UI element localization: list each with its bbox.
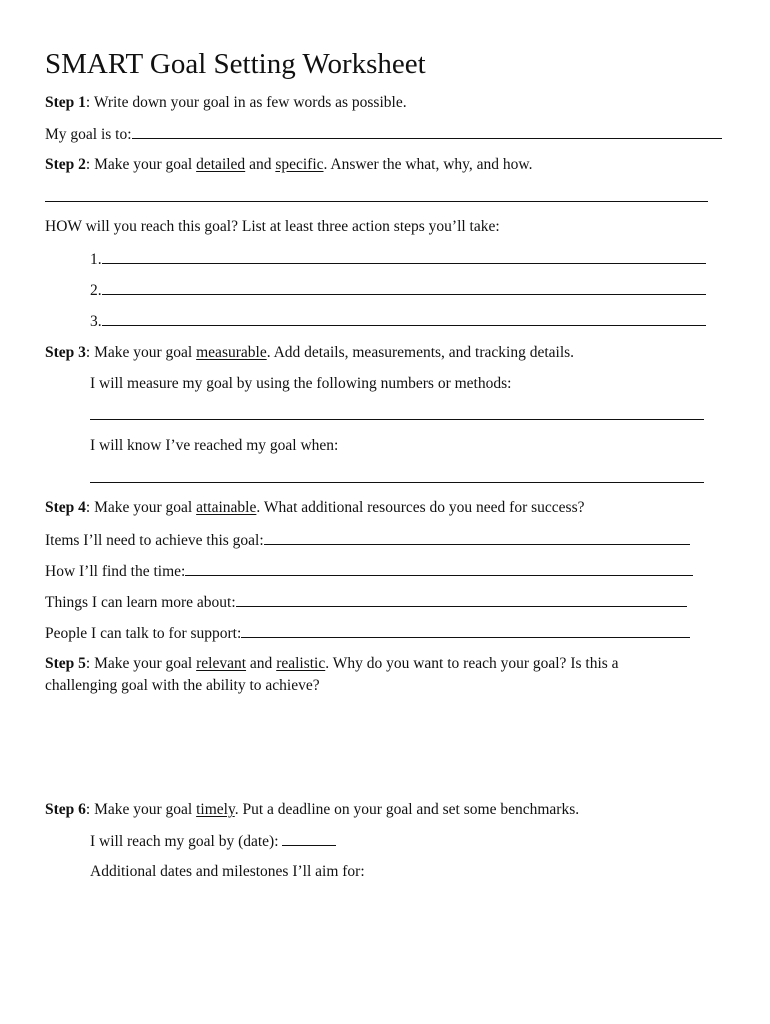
learn-prompt: Things I can learn more about: [45, 594, 236, 611]
step1-heading [45, 93, 407, 113]
date-prompt: I will reach my goal by (date): [90, 833, 279, 850]
step2-keyword-specific: specific [275, 156, 324, 173]
step3-text-b: . Add details, measurements, and tracking details. [266, 344, 575, 361]
step5-label: Step 5 [45, 655, 86, 672]
items-prompt: Items I’ll need to achieve this goal: [45, 532, 264, 549]
action-step-2-line[interactable] [102, 280, 706, 295]
step6-heading [45, 800, 579, 820]
specific-answer-line[interactable] [45, 201, 708, 202]
time-row [45, 561, 693, 582]
step5-text-c: . Why do you want to reach your goal? Is this a [325, 655, 619, 672]
step4-heading [45, 498, 585, 518]
step2-label: Step 2 [45, 156, 86, 173]
people-input-line[interactable] [241, 623, 690, 638]
step2-keyword-detailed: detailed [196, 156, 246, 173]
page-title: SMART Goal Setting Worksheet [45, 48, 426, 80]
action-number: 2. [90, 282, 102, 299]
step5-heading [45, 654, 619, 674]
goal-prompt: My goal is to: [45, 126, 132, 143]
people-row [45, 623, 690, 644]
step5-keyword-realistic: realistic [276, 655, 326, 672]
milestones-prompt: Additional dates and milestones I’ll aim for: [90, 863, 365, 880]
step4-text-b: . What additional resources do you need for success? [256, 499, 585, 516]
step3-text-a: : Make your goal [85, 344, 197, 361]
step3-keyword-measurable: measurable [196, 344, 267, 361]
step6-keyword-timely: timely [196, 801, 235, 818]
step6-text-b: . Put a deadline on your goal and set some benchmarks. [234, 801, 580, 818]
action-number: 3. [90, 313, 102, 330]
goal-row [45, 124, 722, 145]
step4-keyword-attainable: attainable [196, 499, 257, 516]
step1-text: : Write down your goal in as few words as possible. [85, 94, 407, 111]
step6-text-a: : Make your goal [85, 801, 197, 818]
measure-answer-line[interactable] [90, 419, 704, 420]
action-number: 1. [90, 251, 102, 268]
step2-text-a: : Make your goal [85, 156, 197, 173]
action-step-3-line[interactable] [102, 311, 706, 326]
action-step-1-line[interactable] [102, 249, 706, 264]
learn-row [45, 592, 687, 613]
items-row [45, 530, 690, 551]
measure-prompt: I will measure my goal by using the following numbers or methods: [90, 375, 512, 392]
action-step-row [90, 249, 706, 270]
date-row [90, 831, 336, 852]
items-input-line[interactable] [264, 530, 690, 545]
know-prompt: I will know I’ve reached my goal when: [90, 437, 339, 454]
goal-input-line[interactable] [132, 124, 722, 139]
step3-heading [45, 343, 574, 363]
step5-keyword-relevant: relevant [196, 655, 247, 672]
how-prompt: HOW will you reach this goal? List at least three action steps you’ll take: [45, 218, 500, 235]
step4-label: Step 4 [45, 499, 86, 516]
step2-text-c: . Answer the what, why, and how. [323, 156, 533, 173]
people-prompt: People I can talk to for support: [45, 625, 242, 642]
date-input-line[interactable] [282, 831, 336, 846]
time-prompt: How I’ll find the time: [45, 563, 186, 580]
time-input-line[interactable] [185, 561, 693, 576]
step3-label: Step 3 [45, 344, 86, 361]
step5-text-continued: challenging goal with the ability to achieve? [45, 677, 320, 694]
step5-text-a: : Make your goal [85, 655, 197, 672]
step5-text-b: and [246, 655, 277, 672]
step5-answer-area[interactable] [45, 705, 708, 791]
step2-heading [45, 155, 532, 175]
action-step-row [90, 311, 706, 332]
milestones-answer-area[interactable] [90, 890, 708, 1000]
step4-text-a: : Make your goal [85, 499, 197, 516]
step6-label: Step 6 [45, 801, 86, 818]
step1-label: Step 1 [45, 94, 86, 111]
learn-input-line[interactable] [236, 592, 687, 607]
know-answer-line[interactable] [90, 482, 704, 483]
step2-text-b: and [245, 156, 276, 173]
action-step-row [90, 280, 706, 301]
